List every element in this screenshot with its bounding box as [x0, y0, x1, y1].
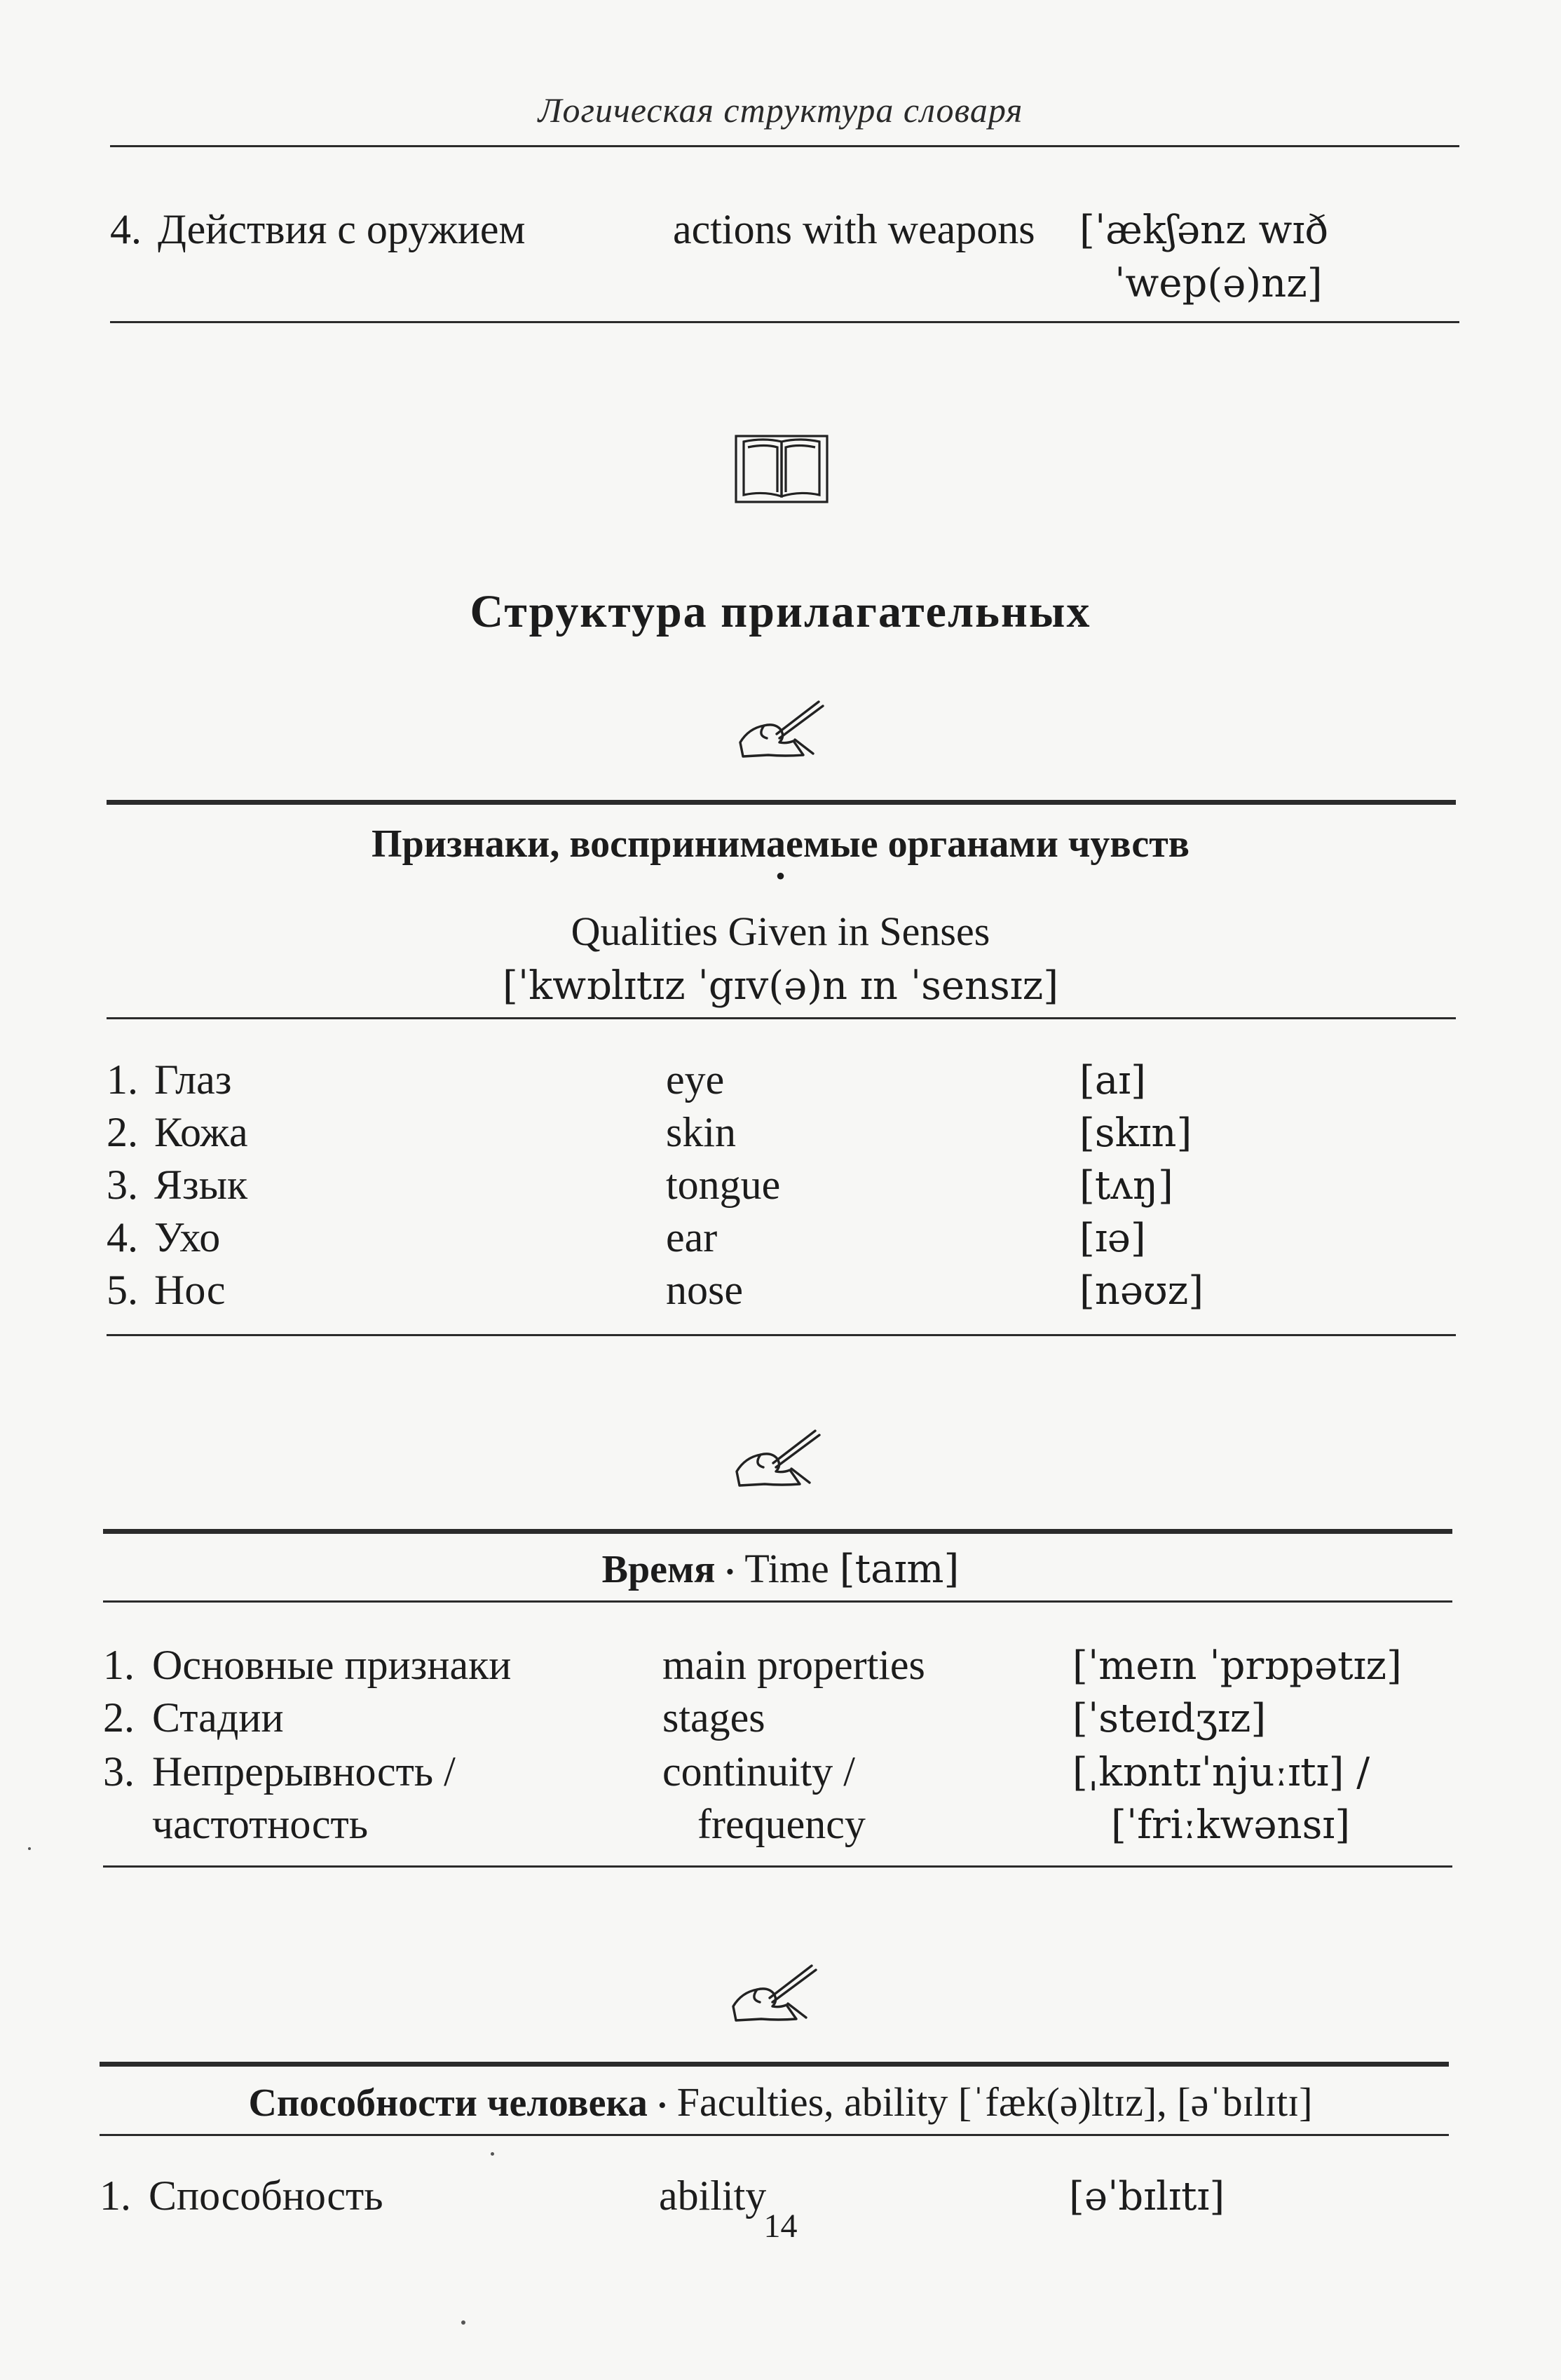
open-book-icon [734, 432, 829, 505]
item-number: 3. [107, 1162, 138, 1208]
item-ipa: [ˈækʃənz wɪð [1079, 208, 1329, 253]
item-russian-continued: частотность [152, 1801, 369, 1847]
item-english: ability [659, 2172, 767, 2219]
item-ipa: [nəʊz] [1079, 1268, 1204, 1314]
item-english: stages [662, 1694, 765, 1741]
item-english: nose [666, 1267, 743, 1313]
scan-speck [461, 2320, 465, 2325]
item-russian: Кожа [154, 1109, 248, 1155]
item-ipa-continued: ˈwep(ə)nz] [1114, 261, 1323, 306]
item-ipa: [ˈsteɪdʒɪz] [1072, 1696, 1267, 1741]
section-rule [100, 2134, 1449, 2136]
item-english: eye [666, 1056, 725, 1103]
item-russian: Ухо [154, 1214, 221, 1260]
section-rule-thick [103, 1529, 1452, 1534]
item-english: continuity / [662, 1748, 855, 1795]
senses-header-english: Qualities Given in Senses [571, 909, 990, 954]
item-english: ear [666, 1214, 718, 1260]
item-english: main properties [662, 1642, 925, 1688]
section-rule [103, 1600, 1452, 1603]
item-number: 1. [100, 2172, 131, 2219]
section-title: Структура прилагательных [470, 586, 1091, 637]
faculties-header-english: Faculties, ability [ˈfæk(ə)ltɪz], [əˈbɪlɪtɪ] [676, 2079, 1313, 2125]
section-rule [107, 1334, 1456, 1336]
writing-hand-icon [732, 1427, 824, 1490]
time-header-bullet: • [725, 1559, 735, 1586]
item-russian: Способность [149, 2172, 383, 2219]
faculties-header-bullet: • [657, 2093, 667, 2119]
writing-hand-icon [729, 1961, 820, 2025]
time-header [0, 1542, 1561, 1598]
section-rule-thick [100, 2062, 1449, 2067]
item-ipa: [əˈbɪlɪtɪ] [1069, 2174, 1225, 2219]
item-russian: Действия с оружием [158, 206, 526, 252]
senses-header-russian: Признаки, воспринимаемые органами чувств [371, 822, 1190, 866]
faculties-header-russian: Способности человека [248, 2081, 648, 2125]
item-number: 1. [107, 1056, 138, 1103]
time-header-russian: Время [601, 1548, 716, 1591]
item-number: 4. [107, 1214, 138, 1260]
time-header-ipa: [taɪm] [839, 1546, 960, 1592]
scan-speck [28, 1847, 31, 1850]
scan-speck [491, 2152, 494, 2156]
item-number: 5. [107, 1267, 138, 1313]
item-russian: Основные признаки [152, 1642, 512, 1688]
item-number: 1. [103, 1642, 135, 1688]
item-ipa: [ˌkɒntɪˈnjuːɪtɪ] / [1072, 1750, 1370, 1795]
item-english: actions with weapons [673, 206, 1035, 252]
item-russian: Стадии [152, 1694, 284, 1741]
senses-header-ipa: [ˈkwɒlɪtɪz ˈgɪv(ə)n ɪn ˈsensɪz] [502, 963, 1059, 1009]
page-number: 14 [763, 2208, 798, 2245]
item-russian: Непрерывность / [152, 1748, 456, 1795]
item-number: 2. [103, 1694, 135, 1741]
item-ipa: [ɪə] [1079, 1216, 1146, 1261]
item-number: 2. [107, 1109, 138, 1155]
section-rule-thick [107, 800, 1456, 805]
faculties-header [0, 2076, 1561, 2132]
item-ipa: [ˈmeɪn ˈprɒpətɪz] [1072, 1643, 1402, 1689]
item-russian: Язык [154, 1162, 248, 1208]
item-ipa: [skɪn] [1079, 1110, 1192, 1156]
writing-hand-icon [736, 698, 827, 761]
item-ipa: [tʌŋ] [1079, 1163, 1173, 1209]
item-number: 4. [110, 206, 142, 252]
running-head: Логическая структура словаря [538, 90, 1023, 130]
item-english-continued: frequency [697, 1801, 866, 1847]
item-ipa-continued: [ˈfriːkwənsɪ] [1111, 1802, 1351, 1848]
item-english: skin [666, 1109, 737, 1155]
item-russian: Глаз [154, 1056, 232, 1103]
senses-header-bullet: • [775, 860, 786, 892]
header-rule [110, 145, 1459, 147]
item-number: 3. [103, 1748, 135, 1795]
item-ipa: [aɪ] [1079, 1058, 1146, 1103]
item-rule [110, 321, 1459, 323]
time-header-english: Time [744, 1546, 829, 1591]
item-english: tongue [666, 1162, 781, 1208]
item-russian: Нос [154, 1267, 226, 1313]
section-rule [103, 1865, 1452, 1868]
section-rule [107, 1017, 1456, 1019]
